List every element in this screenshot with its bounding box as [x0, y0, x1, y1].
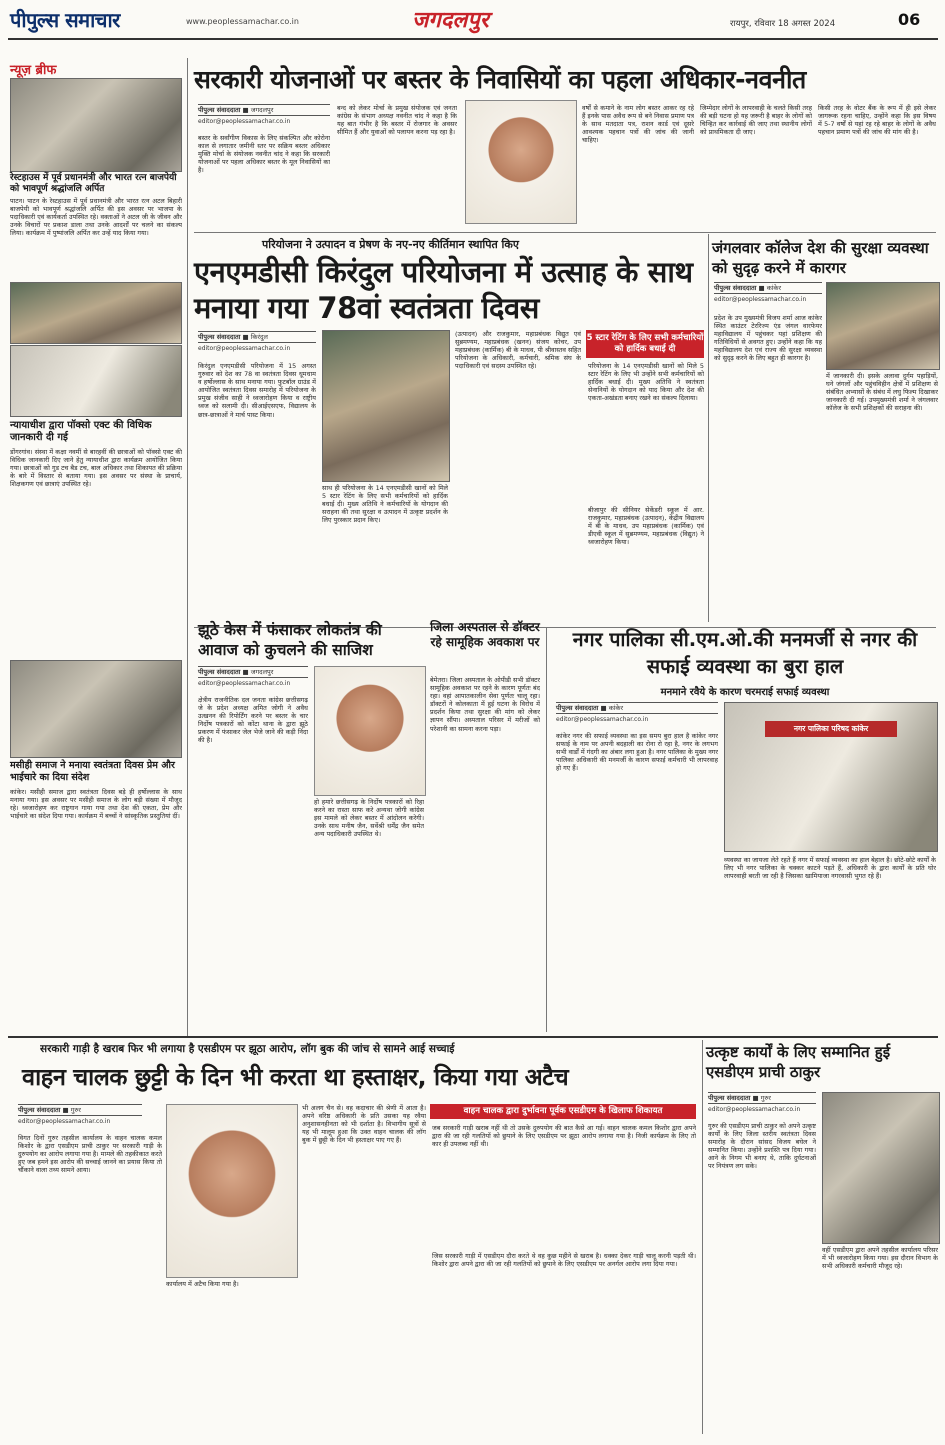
- college-byline-name: पीपुल्स संवाददाता: [714, 284, 757, 292]
- lead-text-3: वर्षों से कमाने के नाम लोग बस्तर आकर रह रहे हैं इनके पास अवैध रूप से बने निवास प्रमाण पत्र के साथ मतदाता पत्र, राशन कार्ड एवं दूसरे आवश्यक पहचान पत्रों की जांच की जानी चाहिए।: [582, 104, 694, 145]
- brief-item1-headline: रेस्टहाउस में पूर्व प्रधानमंत्री और भारत रत्न बाजपेयी को भावपूर्ण श्रद्धांजलि अर्पित: [10, 173, 177, 194]
- vahan-text-2: भी अलग चैन से। वह कदाचार की श्रेणी में आता है। अपने वरिष्ठ अधिकारी के प्रति उसका यह रवैया अनुशासनहीनता को भी दर्शाता है। विभागीय सूत्रों से यह भी मालूम हुआ कि उक्त वाहन चालक की लॉग बुक में छुट्टी के दिन भी हस्ताक्षर पाए गए हैं।: [302, 1104, 426, 1145]
- lead-byline: पीपुल्स संवाददाता ■ जगदलपुर: [198, 104, 330, 116]
- vahan-award-divider: [702, 1040, 703, 1434]
- nmdc-text-2: साथ ही परियोजना के 14 एनएमडीसी खानों को मिले 5 स्टार रेटिंग के लिए सभी कर्मचारियों को हार्दिक बधाई दी। मुख्य अतिथि ने कर्मचारियों के योगदान की सराहना की तथा सुरक्षा व उत्पादन में उत्कृष्ट प्रदर्शन के लिए पुरस्कार प्रदान किए।: [322, 484, 448, 525]
- lead-headline: सरकारी योजनाओं पर बस्तर के निवासियों का पहला अधिकार-नवनीत: [194, 65, 806, 94]
- nagar-headline: नगर पालिका सी.एम.ओ.की मनमर्जी से नगर की सफाई व्यवस्था का बुरा हाल: [572, 628, 918, 678]
- lead-text-2: बन्द को लेकर मोर्चा के प्रमुख संयोजक एवं जनता कांग्रेस के संभाग अध्यक्ष नवनीत चांद ने कहा है कि यह बात गंभीर है कि बस्तर में रोजगार के अवसर सीमित हैं और युवाओं को पलायन करना पड़ रहा है।: [337, 104, 457, 137]
- lead-portrait: [465, 100, 577, 224]
- nmdc-photo: [322, 330, 450, 482]
- brief-item2-text: डोंगरगांव। संस्था में कक्षा नवमीं से बारहवीं की छात्राओं को पॉक्सो एक्ट की विधिक जानकारी दिए जाने हेतु न्यायाधीश द्वारा कार्यक्रम आयोजित किया गया। छात्राओं को गुड टच बैड टच, बाल अधिकार तथा शिकायत की प्रक्रिया के बारे में विस्तार से बताया गया। इस अवसर पर संस्था के प्राचार्य, शिक्षकगण एवं छात्राएं उपस्थित रहे।: [10, 448, 182, 489]
- nmdc-text-1: किरंदुल एनएमडीसी परियोजना में 15 अगस्त गुरुवार को देश का 78 वा स्वतंत्रता दिवस धूमधाम व हर्षोल्लास के साथ मनाया गया। फुटबॉल ग्राउंड में आयोजित स्वतंत्रता दिवस समारोह में परियोजना के प्रमुख संजीव साही ने ध्वजारोहण किया व राष्ट्रीय ध्वज को सलामी दी। सीआईएसएफ, विद्यालय के छात्र-छात्राओं ने मार्च पास्ट किया।: [198, 362, 316, 419]
- nmdc-email: editor@peoplessamachar.co.in: [198, 345, 291, 352]
- lead-byline-place: जगदलपुर: [250, 106, 274, 114]
- brief-item3-headline: मसीही समाज ने मनाया स्वतंत्रता दिवस प्रेम और भाईचारे का दिया संदेश: [10, 760, 175, 783]
- college-text-1: प्रदेश के उप मुख्यमंत्री विजय शर्मा आज कांकेर स्थित काउंटर टेररिज्म एंड जंगल वारफेयर महाविद्यालय में पहुंचकर यहां प्रशिक्षण की गतिविधियों से अवगत हुए। उन्होंने कहा कि यह महाविद्यालय देश एवं राज्य की सुरक्षा व्यवस्था को सुदृढ़ करने के लिए बहुत ही कारगर है।: [714, 314, 822, 363]
- nagar-email: editor@peoplessamachar.co.in: [556, 716, 649, 723]
- nmdc-box-head: 5 स्टार रेटिंग के लिए सभी कर्मचारियों को हार्दिक बधाई दी: [586, 330, 704, 358]
- nmdc-byline-place: किरंदुल: [250, 333, 268, 341]
- vahan-byline-name: पीपुल्स संवाददाता: [18, 1106, 61, 1114]
- nagar-subhead: मनमाने रवैये के कारण चरमराई सफाई व्यवस्था: [660, 687, 830, 698]
- nmdc-text-4: बीजापुर की सीनियर सेकेंडरी स्कूल में आर. राजकुमार, महाप्रबंधक (उत्पादन), केंद्रीय विद्यालय में बी के माधव, उप महाप्रबंधक (कार्मिक) एवं डीएवी स्कूल में सुब्रमण्यम, महाप्रबंधक (विद्युत) ने ध्वजारोहण किया।: [588, 506, 704, 547]
- award-email: editor@peoplessamachar.co.in: [708, 1106, 801, 1113]
- lead-text-5: किसी तरह के वोटर बैंक के रूप में ही इसे लेकर जागरूक रहना चाहिए, उन्होंने कहा कि इस विषय में 5-7 वर्षों से यहां रह रहे बाहर के लोगों के अवैध पहचान प्रमाण पत्रों की जांच की मांग की है।: [818, 104, 936, 137]
- award-headline: उत्कृष्ट कार्यों के लिए सम्मानित हुई एसडीएम प्राची ठाकुर: [706, 1043, 891, 1081]
- bottom-divider: [8, 1036, 938, 1038]
- jhoothe-portrait: [314, 666, 426, 796]
- brief-photo-3: [10, 660, 182, 758]
- jhoothe-email: editor@peoplessamachar.co.in: [198, 680, 291, 687]
- masthead-page: 06: [898, 10, 921, 29]
- college-byline-place: कांकेर: [766, 284, 782, 292]
- college-byline: पीपुल्स संवाददाता ■ कांकेर: [714, 282, 822, 294]
- lead-byline-name: पीपुल्स संवाददाता: [198, 106, 241, 114]
- lead-divider: [194, 232, 936, 233]
- jhoothe-byline-name: पीपुल्स संवाददाता: [198, 668, 241, 676]
- jhoothe-headline: झूठे केस में फंसाकर लोकतंत्र की आवाज को कुचलने की साजिश: [198, 621, 382, 659]
- nmdc-text-3: (उत्पादन) और राजकुमार, महाप्रबंधक विद्युत एवं सुब्रमण्यम, महाप्रबंधक (खनन) संजय कोचर, उप महाप्रबंधक (कार्मिक) बी के माधव, पी श्रीवास्तव सहित परियोजना के अधिकारी, कर्मचारी, श्रमिक संघ के पदाधिकारी एवं सदस्य उपस्थित रहे।: [455, 330, 581, 371]
- vahan-email: editor@peoplessamachar.co.in: [18, 1118, 111, 1125]
- vahan-text-1: विगत दिनों गुरुर तहसील कार्यालय के वाहन चालक कमल किशोर के द्वारा एसडीएम प्राची ठाकुर पर सरकारी गाड़ी के दुरुपयोग का आरोप लगाया गया है। मामले की तहकीकात करते हुए जब हमने इस आरोप की सच्चाई जानने का प्रयास किया तो चौंकाने वाला तथ्य सामने आया।: [18, 1134, 162, 1175]
- vahan-box-text: जब सरकारी गाड़ी खराब नहीं थी तो उसके दुरुपयोग की बात कैसे आ गई। वाहन चालक कमल किशोर द्वारा अपने द्वारा की जा रही गलतियों को छुपाने के लिए एसडीएम पर झूठा आरोप लगाया गया है। निजी कार्यक्रम के लिए तो कार ही उपलब्ध नहीं थी।: [432, 1124, 696, 1149]
- masthead: [0, 0, 945, 44]
- jhoothe-byline: पीपुल्स संवाददाता ■ जगदलपुर: [198, 666, 308, 678]
- award-byline: पीपुल्स संवाददाता ■ गुरुर: [708, 1092, 816, 1104]
- vahan-box-head: वाहन चालक द्वारा दुर्भावना पूर्वक एसडीएम के खिलाफ शिकायत: [430, 1104, 696, 1119]
- vahan-kicker: सरकारी गाड़ी है खराब फिर भी लगाया है एसडीएम पर झूठा आरोप, लॉग बुक की जांच से सामने आई सच्चाई: [40, 1043, 455, 1055]
- lead-email: editor@peoplessamachar.co.in: [198, 118, 291, 125]
- nmdc-kicker: परियोजना ने उत्पादन व प्रेषण के नए-नए कीर्तिमान स्थापित किए: [262, 238, 519, 251]
- jhoothe-text-2: हो हमारे छत्तीसगढ़ के निर्दोष पत्रकारों को रिहा करने का रास्ता साफ करे अन्यथा जोगी कांग्रेस इस मामले को लेकर बस्तर में आंदोलन करेगी। उनके साथ मनीष जैन, सर्वेश्री धर्मेंद्र जैन समेत अन्य पदाधिकारी उपस्थित थे।: [314, 798, 424, 839]
- hospital-divider: [546, 628, 547, 1032]
- jhoothe-text-1: क्षेत्रीय राजनीतिक दल जनता कांग्रेस छत्तीसगढ़ जे के प्रदेश अध्यक्ष अमित जोगी ने अवैध उत्खनन की रिपोर्टिंग करने पर बस्तर के चार निर्दोष पत्रकारों को कोंटा थाना के द्वारा झूठे प्रकरण में फंसाकर जेल भेजे जाने की कड़ी निंदा की है।: [198, 696, 308, 745]
- masthead-logo: पीपुल्स समाचार: [10, 8, 120, 32]
- nagar-text-2: व्यवस्था का जायजा लेते रहते हैं नगर में सफाई व्यवस्था का हाल बेहाल है। छोटे-छोटे कार्यों के लिए भी नगर पालिका के चक्कर काटने पड़ते हैं, अधिकारी के द्वारा कार्यों के प्रति घोर लापरवाही बरती जा रही है जिसका खामियाजा नगरवासी भुगत रहे हैं।: [724, 856, 936, 881]
- award-photo: [822, 1092, 940, 1244]
- masthead-website: www.peoplessamachar.co.in: [186, 17, 299, 26]
- nmdc-byline: पीपुल्स संवाददाता ■ किरंदुल: [198, 331, 316, 343]
- vahan-byline-place: गुरुर: [70, 1106, 81, 1114]
- nmdc-byline-name: पीपुल्स संवाददाता: [198, 333, 241, 341]
- left-column-divider: [187, 58, 188, 1036]
- college-text-2: में जानकारी दी। इसके अलावा दुर्गम पहाड़ियों, घने जंगलों और पहुंचविहीन क्षेत्रों में प्रशिक्षण से संबंधित अभ्यासों के संबंध में लघु फिल्म दिखाकर जानकारी दी गई। उपमुख्यमंत्री शर्मा ने जंगलवार कॉलेज के सभी प्रशिक्षकों की सराहना की।: [826, 372, 938, 413]
- college-email: editor@peoplessamachar.co.in: [714, 296, 807, 303]
- nagar-photo: [724, 702, 938, 852]
- news-brief-label: न्यूज़ ब्रीफ: [10, 63, 57, 78]
- nmdc-right-divider: [708, 234, 709, 622]
- nmdc-box-text: परियोजना के 14 एनएमडीसी खानों को मिले 5 स्टार रेटिंग के लिए भी उन्होंने सभी कर्मचारियों को हार्दिक बधाई दी। मुख्य अतिथि ने स्वतंत्रता सेनानियों के योगदान को याद किया और देश की एकता-अखंडता बनाए रखने का संकल्प दिलाया।: [588, 362, 704, 403]
- nagar-text-1: कांकेर नगर की सफाई व्यवस्था का इस समय बुरा हाल है कांकेर नगर सफाई के नाम पर अपनी बदहाली का रोना रो रहा है, नगर के लगभग सभी वार्डों में गंदगी का अंबार लगा हुआ है। नगर पालिका के मुख्य नगर पालिका अधिकारी की मनमर्जी के कारण सफाई कर्मचारी भी लापरवाह हो गए हैं।: [556, 732, 718, 773]
- hospital-text: बेमेतरा। जिला अस्पताल के ओपीडी सभी डॉक्टर सामूहिक अवकाश पर रहने के कारण पूर्णतः बंद रहा। वहां आपातकालीन सेवा पूर्णतः चालू रहा। डॉक्टरों ने कोलकाता में हुई घटना के विरोध में प्रदर्शन किया तथा सुरक्षा की मांग को लेकर ज्ञापन सौंपा। अस्पताल परिसर में मरीजों को परेशानी का सामना करना पड़ा।: [430, 676, 540, 733]
- brief-photo-1: [10, 78, 182, 172]
- college-headline: जंगलवार कॉलेज देश की सुरक्षा व्यवस्था को सुदृढ़ करने में कारगर: [712, 239, 929, 277]
- brief-photo-2: [10, 282, 182, 344]
- vahan-caption: कार्यालय में अटैच किया गया है।: [166, 1280, 239, 1288]
- masthead-date: रायपुर, रविवार 18 अगस्त 2024: [730, 19, 836, 29]
- vahan-portrait: [166, 1104, 298, 1278]
- masthead-edition: जगदलपुर: [412, 8, 489, 33]
- award-text-2: वहीं एसडीएम द्वारा अपने तहसील कार्यालय परिसर में भी ध्वजारोहण किया गया। इस दौरान विभाग के सभी अधिकारी कर्मचारी मौजूद रहे।: [822, 1246, 938, 1271]
- nagar-byline-name: पीपुल्स संवाददाता: [556, 704, 599, 712]
- brief-item3-text: कांकेर। मसीही समाज द्वारा स्वतंत्रता दिवस बड़े ही हर्षोल्लास के साथ मनाया गया। इस अवसर पर मसीही समाज के लोग बड़ी संख्या में मौजूद रहे। ध्वजारोहण कर राष्ट्रगान गाया गया तथा देश की एकता, प्रेम और भाईचारे का संदेश दिया गया। कार्यक्रम में बच्चों ने सांस्कृतिक प्रस्तुतियां दीं।: [10, 788, 182, 821]
- brief-item2-headline: न्यायाधीश द्वारा पॉक्सो एक्ट की विधिक जानकारी दी गई: [10, 420, 152, 443]
- nagar-byline-place: कांकेर: [608, 704, 624, 712]
- vahan-text-3: जिस सरकारी गाड़ी में एसडीएम दौरा करते थे वह कुछ महीने से खराब है। धक्का देकर गाड़ी चालू करनी पड़ती थी। किशोर द्वारा अपने द्वारा की जा रही गलतियों को छुपाने के लिए एसडीएम पर अनर्गल आरोप लगा दिया गया।: [432, 1252, 696, 1269]
- brief-photo-2b: [10, 345, 182, 417]
- lead-text-1: बस्तर के सर्वांगीण विकास के लिए संकल्पित और कोरोना काल से लगातार जमीनी स्तर पर सक्रिय बस्तर अधिकार मुक्ति मोर्चा के संयोजक नवनीत चांद ने कहा कि सरकारी योजनाओं पर पहला अधिकार बस्तर के मूल निवासियों का है।: [198, 134, 330, 175]
- college-photo: [826, 282, 940, 370]
- nmdc-headline: एनएमडीसी किरंदुल परियोजना में उत्साह के साथ मनाया गया 78वां स्वतंत्रता दिवस: [194, 255, 693, 325]
- nagar-signboard: नगर पालिका परिषद कांकेर: [765, 721, 897, 737]
- hospital-headline: जिला अस्पताल से डॉक्टर रहे सामूहिक अवकाश पर: [430, 620, 540, 649]
- vahan-byline: पीपुल्स संवाददाता ■ गुरुर: [18, 1104, 142, 1116]
- vahan-headline: वाहन चालक छुट्टी के दिन भी करता था हस्ताक्षर, किया गया अटैच: [22, 1063, 569, 1091]
- award-byline-name: पीपुल्स संवाददाता: [708, 1094, 751, 1102]
- award-text-1: गुरुर की एसडीएम प्राची ठाकुर को अपने उत्कृष्ट कार्यों के लिए जिला स्तरीय स्वतंत्रता दिवस समारोह के दौरान सांसद विजय बघेल ने सम्मानित किया। उन्होंने प्रशस्ति पत्र दिया गया। आने के निगम भी बनाए थे, ताकि दुर्घटनाओं पर नियंत्रण लग सके।: [708, 1122, 816, 1171]
- lead-text-4: जिम्मेदार लोगों के लापरवाही के चलते किसी तरह की बड़ी घटना हो यह जरूरी है बाहर के लोगों को चिन्हित कर कार्रवाई की जाए तथा स्थानीय लोगों को प्राथमिकता दी जाए।: [700, 104, 812, 137]
- brief-item1-text: पाटन। पाटन के रेस्टहाउस में पूर्व प्रधानमंत्री और भारत रत्न अटल बिहारी बाजपेयी को भावपूर्ण श्रद्धांजलि अर्पित की इस अवसर पर भाजपा के पदाधिकारी एवं कार्यकर्ता उपस्थित रहे। वक्ताओं ने अटल जी के जीवन और उनके विचारों पर प्रकाश डाला तथा उनके आदर्शों पर चलने का संकल्प लिया। कार्यक्रम में पुष्पांजलि अर्पित कर उन्हें याद किया गया।: [10, 197, 182, 238]
- award-byline-place: गुरुर: [760, 1094, 771, 1102]
- masthead-divider: [8, 38, 938, 40]
- jhoothe-byline-place: जगदलपुर: [250, 668, 274, 676]
- nagar-byline: पीपुल्स संवाददाता ■ कांकेर: [556, 702, 718, 714]
